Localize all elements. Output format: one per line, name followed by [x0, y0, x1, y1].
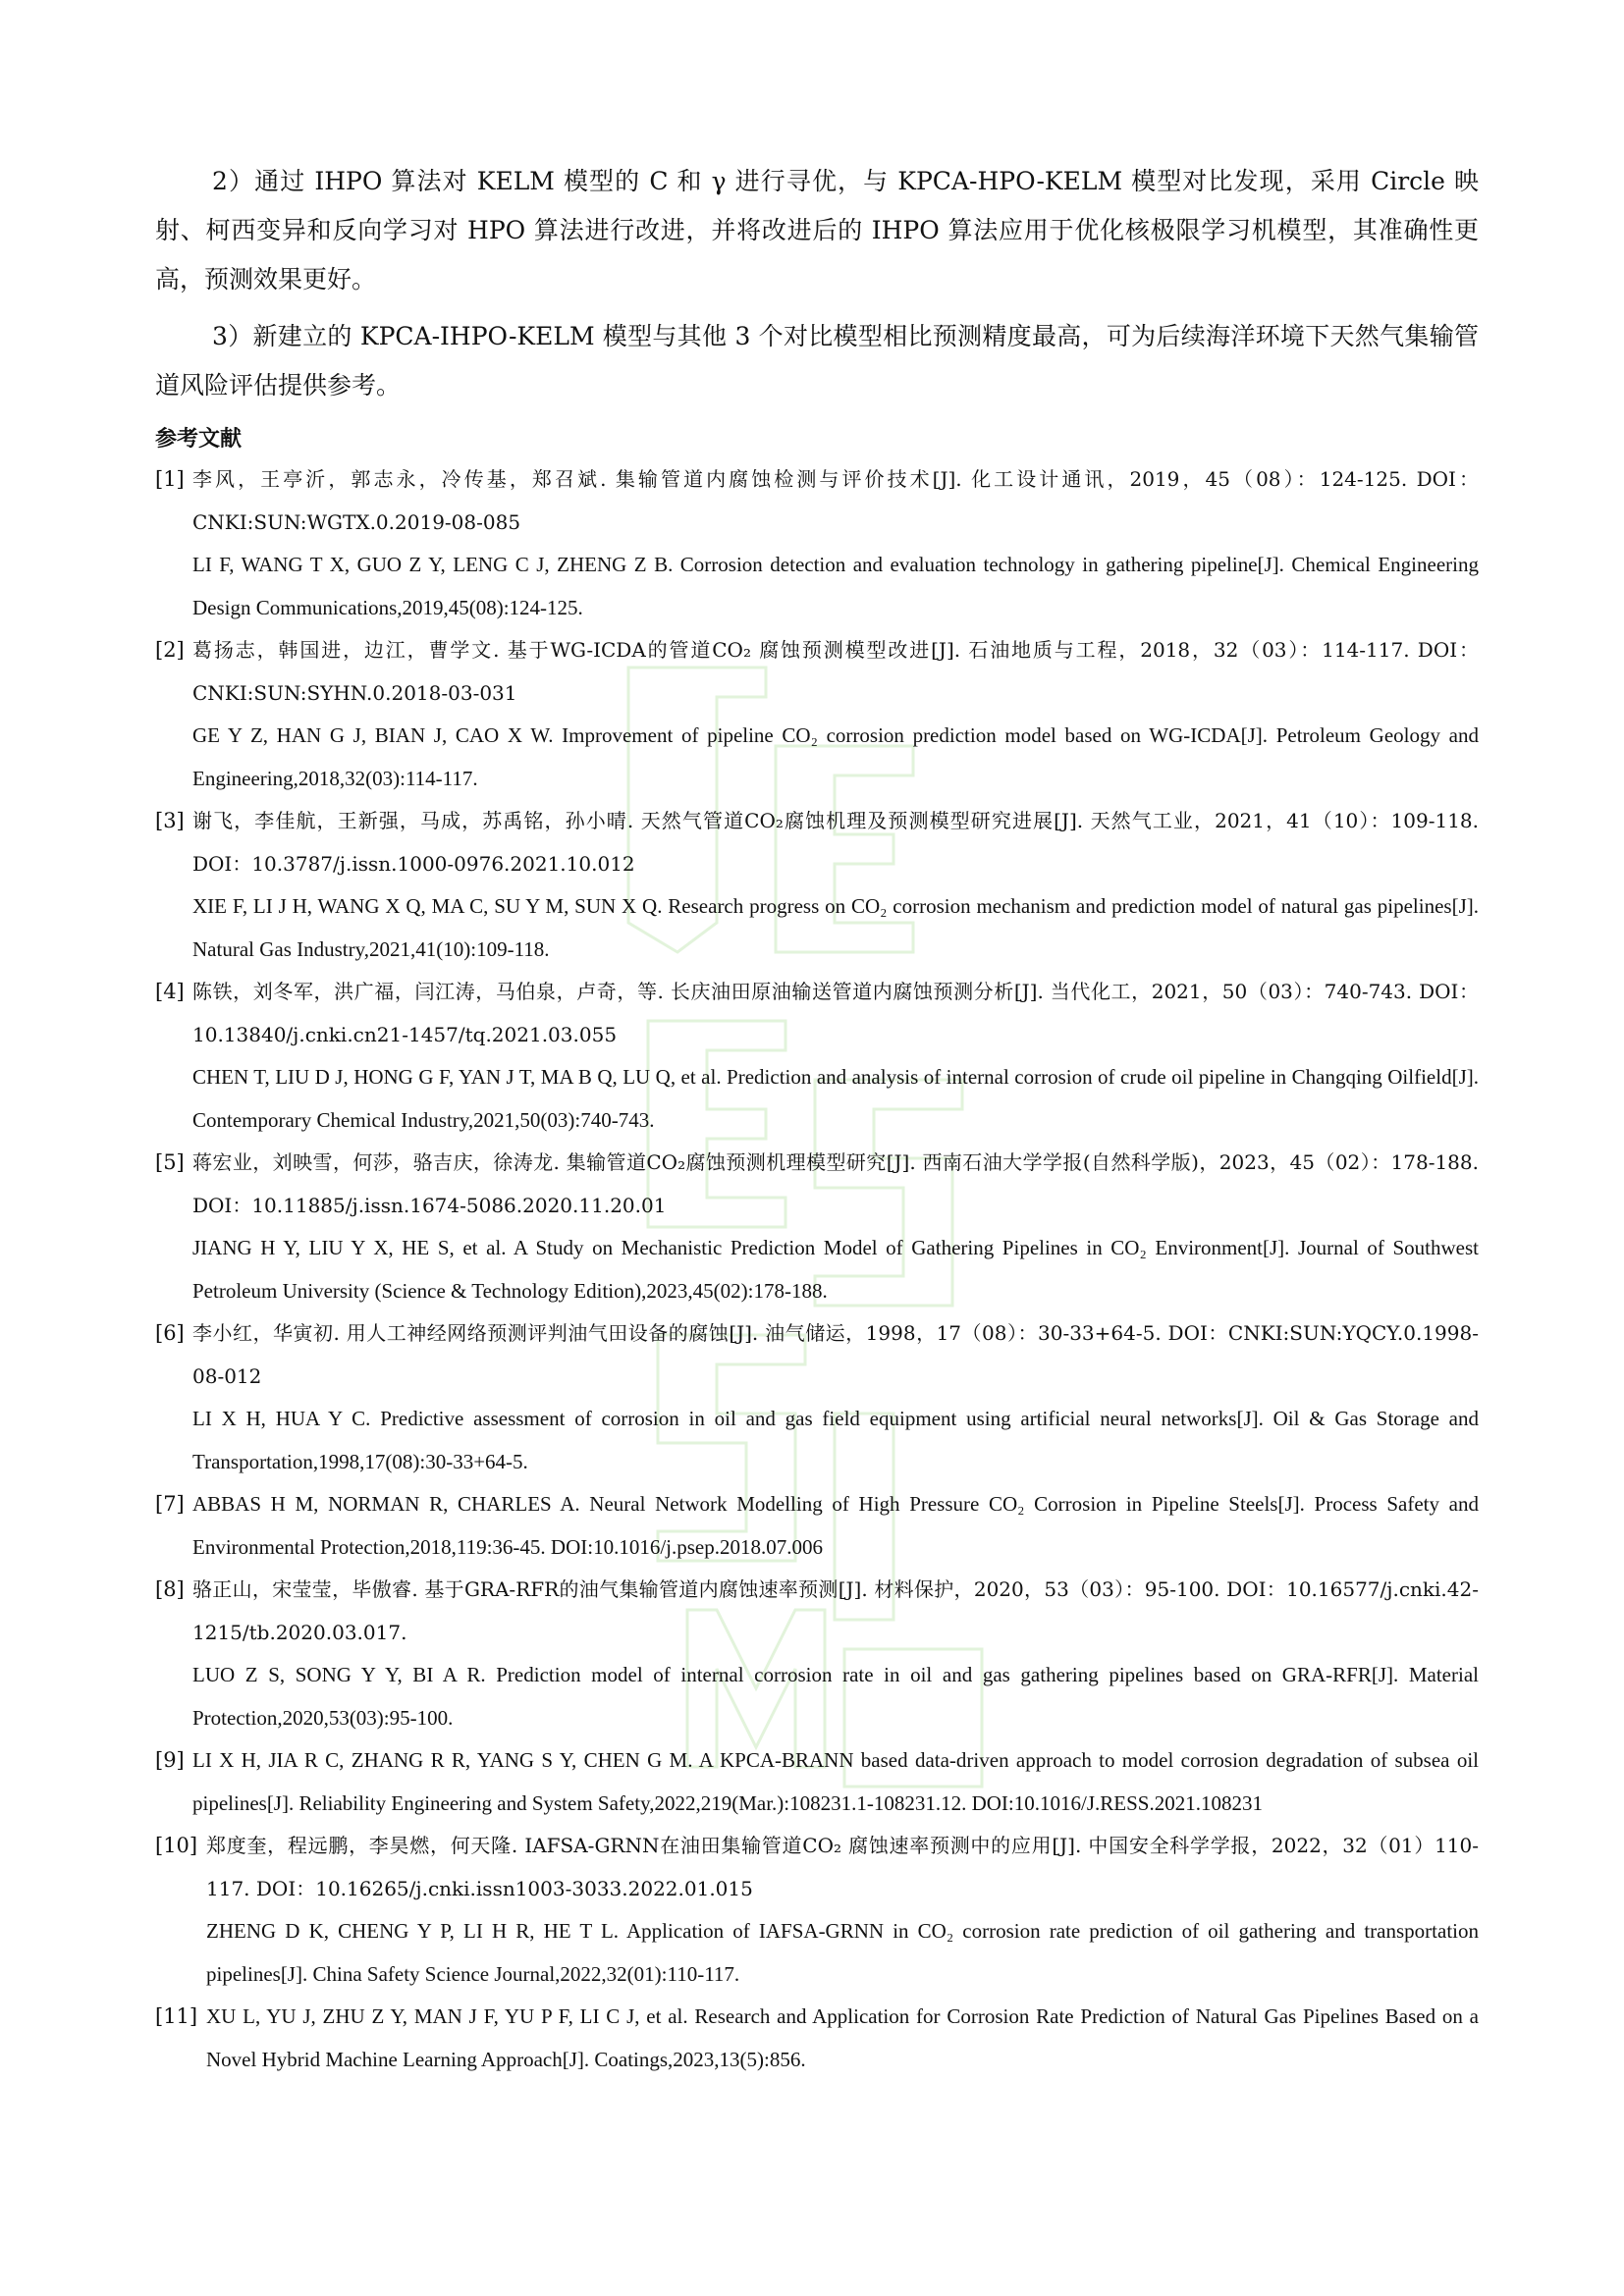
- reference-en: JIANG H Y, LIU Y X, HE S, et al. A Study on Mechanistic Prediction Model of Gathering Pipelines in CO₂ Environment[J]. Journal of Southwest Petroleum University (Science & Technology Edition),2023,45(02):178-188.: [192, 1236, 1479, 1303]
- reference-1: [155, 458, 1479, 629]
- reference-4: [155, 971, 1479, 1142]
- reference-en: LI X H, JIA R C, ZHANG R R, YANG S Y, CHEN G M. A KPCA-BRANN based data-driven approach to model corrosion degradation of subsea oil pipelines[J]. Reliability Engineering and System Safety,2022,219(Mar.):108231.1-108231.12. DOI:10.1016/J.RESS.2021.108231: [192, 1748, 1479, 1815]
- reference-number: [11]: [155, 2004, 198, 2028]
- reference-cn: 骆正山，宋莹莹，毕傲睿. 基于GRA-RFR的油气集输管道内腐蚀速率预测[J]. 材料保护，2020，53（03）：95-100. DOI：10.16577/j.cnki.42-1215/tb.2020.03.017.: [192, 1577, 1479, 1644]
- reference-list: [155, 458, 1479, 2081]
- reference-number: [7]: [155, 1492, 185, 1516]
- reference-10: [155, 1825, 1479, 1996]
- reference-3: [155, 800, 1479, 971]
- reference-number: [9]: [155, 1748, 185, 1772]
- reference-cn: 谢飞，李佳航，王新强，马成，苏禹铭，孙小晴. 天然气管道CO₂腐蚀机理及预测模型研究进展[J]. 天然气工业，2021，41（10）：109-118. DOI：10.3787/j.issn.1000-0976.2021.10.012: [192, 809, 1479, 876]
- reference-11: [155, 1996, 1479, 2081]
- reference-en: GE Y Z, HAN G J, BIAN J, CAO X W. Improvement of pipeline CO₂ corrosion prediction model based on WG-ICDA[J]. Petroleum Geology and Engineering,2018,32(03):114-117.: [192, 723, 1479, 790]
- reference-8: [155, 1569, 1479, 1739]
- reference-number: [10]: [155, 1834, 198, 1857]
- reference-cn: 蒋宏业，刘映雪，何莎，骆吉庆，徐涛龙. 集输管道CO₂腐蚀预测机理模型研究[J]. 西南石油大学学报(自然科学版)，2023，45（02）：178-188. DOI：10.11885/j.issn.1674-5086.2020.11.20.01: [192, 1150, 1479, 1217]
- reference-en: XIE F, LI J H, WANG X Q, MA C, SU Y M, SUN X Q. Research progress on CO₂ corrosion mechanism and prediction model of natural gas pipelines[J]. Natural Gas Industry,2021,41(10):109-118.: [192, 894, 1479, 961]
- reference-en: LUO Z S, SONG Y Y, BI A R. Prediction model of internal corrosion rate in oil and gas gathering pipelines based on GRA-RFR[J]. Material Protection,2020,53(03):95-100.: [192, 1663, 1479, 1730]
- reference-7: [155, 1483, 1479, 1569]
- page-content: [155, 157, 1479, 2081]
- reference-number: [5]: [155, 1150, 185, 1174]
- reference-5: [155, 1142, 1479, 1312]
- reference-en: ZHENG D K, CHENG Y P, LI H R, HE T L. Application of IAFSA-GRNN in CO₂ corrosion rate prediction of oil gathering and transportation pipelines[J]. China Safety Science Journal,2022,32(01):110-117.: [206, 1919, 1479, 1986]
- reference-number: [4]: [155, 980, 185, 1003]
- reference-9: [155, 1739, 1479, 1825]
- reference-en: ABBAS H M, NORMAN R, CHARLES A. Neural Network Modelling of High Pressure CO₂ Corrosion in Pipeline Steels[J]. Process Safety and Environmental Protection,2018,119:36-45. DOI:10.1016/j.psep.2018.07.006: [192, 1492, 1479, 1559]
- references-heading: 参考文献: [155, 427, 243, 452]
- conclusion-paragraph-3: 3）新建立的 KPCA-IHPO-KELM 模型与其他 3 个对比模型相比预测精度最高，可为后续海洋环境下天然气集输管道风险评估提供参考。: [155, 322, 1479, 400]
- reference-en: LI F, WANG T X, GUO Z Y, LENG C J, ZHENG Z B. Corrosion detection and evaluation technology in gathering pipeline[J]. Chemical Engineering Design Communications,2019,45(08):124-125.: [192, 553, 1479, 619]
- reference-number: [2]: [155, 638, 185, 662]
- reference-cn: 李小红，华寅初. 用人工神经网络预测评判油气田设备的腐蚀[J]. 油气储运，1998，17（08）：30-33+64-5. DOI：CNKI:SUN:YQCY.0.1998-08-012: [192, 1321, 1479, 1388]
- reference-en: CHEN T, LIU D J, HONG G F, YAN J T, MA B Q, LU Q, et al. Prediction and analysis of internal corrosion of crude oil pipeline in Changqing Oilfield[J]. Contemporary Chemical Industry,2021,50(03):740-743.: [192, 1065, 1479, 1132]
- reference-number: [3]: [155, 809, 185, 832]
- reference-cn: 陈铁，刘冬军，洪广福，闫江涛，马伯泉，卢奇，等. 长庆油田原油输送管道内腐蚀预测分析[J]. 当代化工，2021，50（03）：740-743. DOI：10.13840/j.cnki.cn21-1457/tq.2021.03.055: [192, 980, 1479, 1046]
- reference-cn: 李风，王亭沂，郭志永，冷传基，郑召斌. 集输管道内腐蚀检测与评价技术[J]. 化工设计通讯，2019，45（08）：124-125. DOI：CNKI:SUN:WGTX.0.2019-08-085: [192, 467, 1479, 534]
- reference-2: [155, 629, 1479, 800]
- reference-number: [6]: [155, 1321, 185, 1345]
- reference-cn: 葛扬志，韩国进，边江，曹学文. 基于WG-ICDA的管道CO₂ 腐蚀预测模型改进[J]. 石油地质与工程，2018，32（03）：114-117. DOI：CNKI:SUN:SYHN.0.2018-03-031: [192, 638, 1479, 705]
- reference-en: XU L, YU J, ZHU Z Y, MAN J F, YU P F, LI C J, et al. Research and Application for Corrosion Rate Prediction of Natural Gas Pipelines Based on a Novel Hybrid Machine Learning Approach[J]. Coatings,2023,13(5):856.: [206, 2004, 1479, 2071]
- reference-en: LI X H, HUA Y C. Predictive assessment of corrosion in oil and gas field equipment using artificial neural networks[J]. Oil & Gas Storage and Transportation,1998,17(08):30-33+64-5.: [192, 1407, 1479, 1473]
- conclusion-paragraph-2: 2）通过 IHPO 算法对 KELM 模型的 C 和 γ 进行寻优，与 KPCA-HPO-KELM 模型对比发现，采用 Circle 映射、柯西变异和反向学习对 HPO 算法进行改进，并将改进后的 IHPO 算法应用于优化核极限学习机模型，其准确性更高，预测效果更好。: [155, 167, 1479, 294]
- reference-6: [155, 1312, 1479, 1483]
- reference-number: [8]: [155, 1577, 185, 1601]
- reference-number: [1]: [155, 467, 185, 491]
- reference-cn: 郑度奎，程远鹏，李昊燃，何天隆. IAFSA-GRNN在油田集输管道CO₂ 腐蚀速率预测中的应用[J]. 中国安全科学学报，2022，32（01）110-117. DOI：10.16265/j.cnki.issn1003-3033.2022.01.015: [206, 1834, 1479, 1900]
